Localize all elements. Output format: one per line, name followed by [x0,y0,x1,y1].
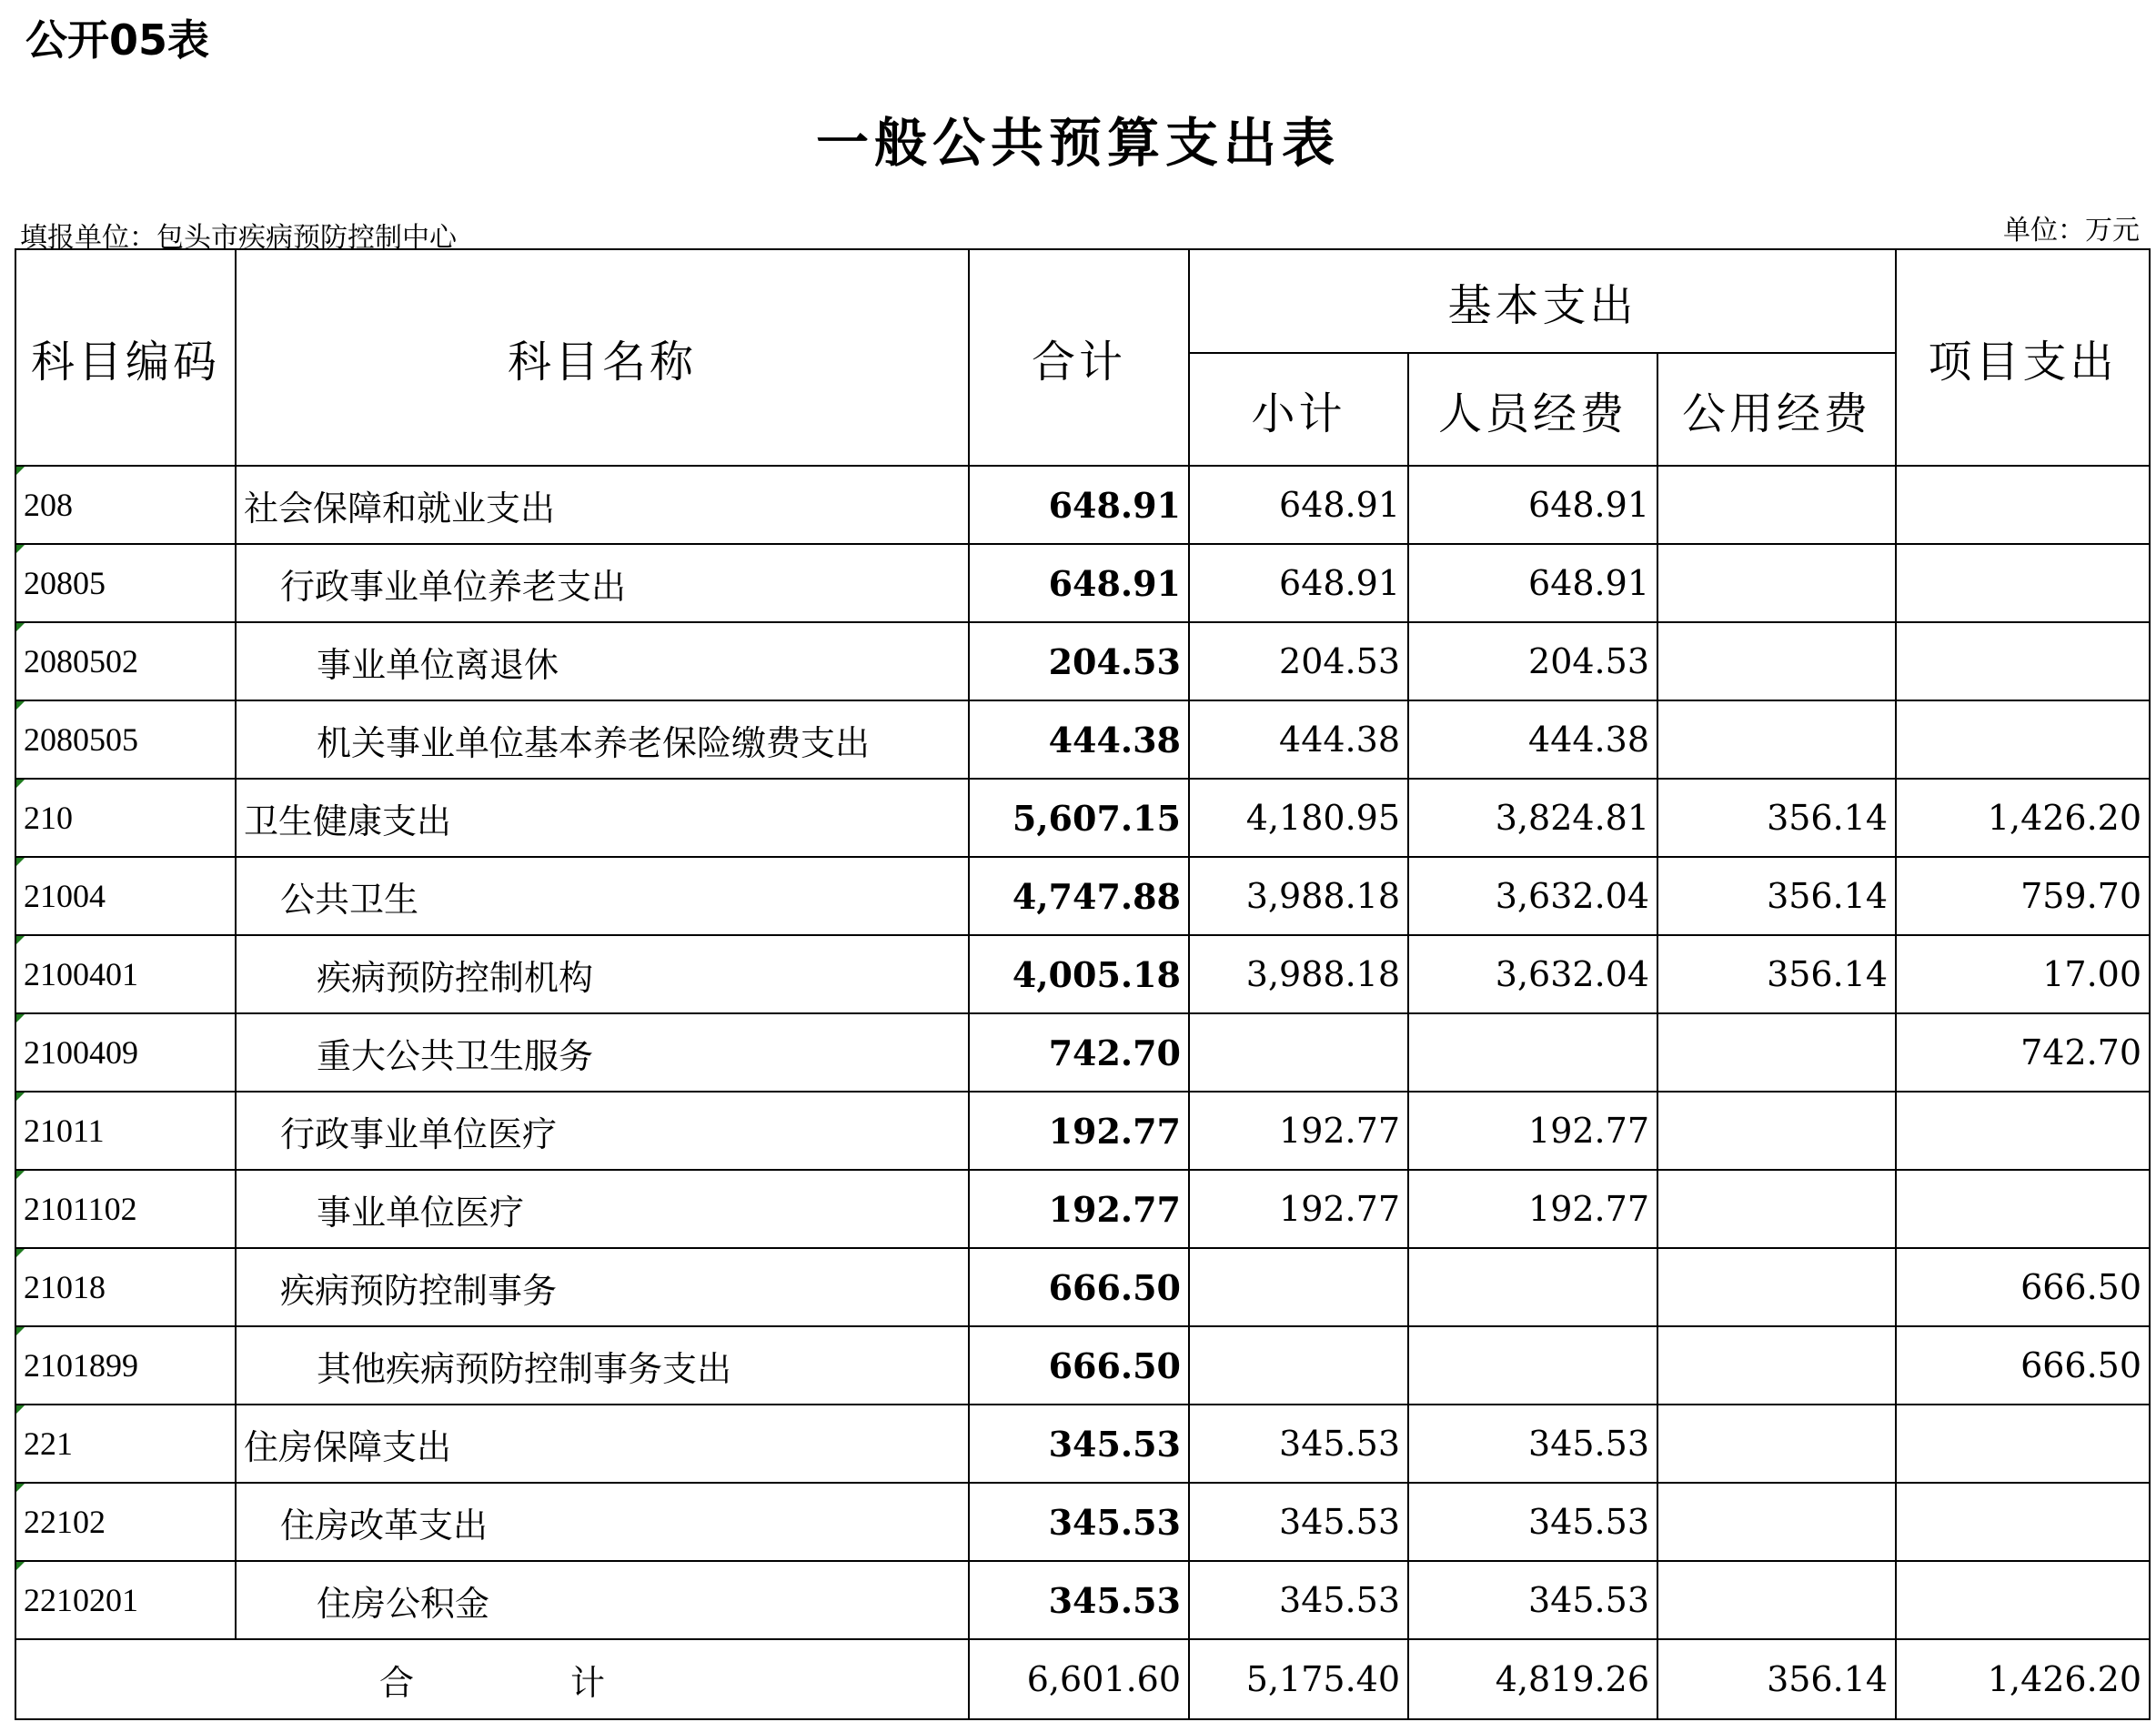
row-code [15,1483,236,1561]
cell-marker-icon [16,1327,25,1335]
header-code: 科目编码 [15,249,236,466]
row-code-text: 2080505 [24,721,138,758]
row-total: 444.38 [969,700,1189,779]
row-subtotal: 192.77 [1189,1170,1408,1248]
row-project [1896,700,2150,779]
row-project: 742.70 [1896,1013,2150,1092]
row-code-text: 20805 [24,565,106,601]
row-public [1657,700,1896,779]
row-name: 其他疾病预防控制事务支出 [236,1326,969,1405]
row-project [1896,622,2150,700]
row-public [1657,1326,1896,1405]
header-total: 合计 [969,249,1189,466]
row-name: 行政事业单位养老支出 [236,544,969,622]
row-code-text: 21018 [24,1269,106,1305]
row-personnel [1408,1013,1657,1092]
row-subtotal [1189,1013,1408,1092]
row-total: 4,005.18 [969,935,1189,1013]
total-row [15,1639,2150,1719]
row-subtotal: 192.77 [1189,1092,1408,1170]
header-public: 公用经费 [1657,353,1896,466]
cell-marker-icon [16,1171,25,1179]
row-code [15,1561,236,1639]
cell-marker-icon [16,545,25,553]
row-subtotal: 204.53 [1189,622,1408,700]
table-row [15,857,2150,935]
row-code-text: 2101899 [24,1347,138,1384]
row-public [1657,1248,1896,1326]
row-code [15,544,236,622]
header-basic: 基本支出 [1189,249,1896,353]
row-subtotal: 345.53 [1189,1561,1408,1639]
row-personnel: 648.91 [1408,466,1657,544]
header-subtotal: 小计 [1189,353,1408,466]
row-public [1657,1405,1896,1483]
table-row [15,779,2150,857]
table-row [15,1483,2150,1561]
total-project: 1,426.20 [1896,1639,2150,1719]
cell-marker-icon [16,467,25,475]
row-name: 重大公共卫生服务 [236,1013,969,1092]
row-personnel: 444.38 [1408,700,1657,779]
row-total: 345.53 [969,1561,1189,1639]
row-code-text: 221 [24,1425,73,1462]
total-label: 合 计 [15,1639,969,1719]
table-header [15,249,2150,466]
table-row [15,1092,2150,1170]
row-total: 666.50 [969,1248,1189,1326]
table-row [15,700,2150,779]
cell-marker-icon [16,623,25,631]
cell-marker-icon [16,1093,25,1101]
row-subtotal: 3,988.18 [1189,857,1408,935]
row-subtotal [1189,1248,1408,1326]
row-personnel [1408,1326,1657,1405]
row-total: 192.77 [969,1170,1189,1248]
row-public [1657,1013,1896,1092]
row-code [15,622,236,700]
row-code [15,1170,236,1248]
row-public [1657,622,1896,700]
row-code [15,779,236,857]
row-total: 666.50 [969,1326,1189,1405]
table-row [15,1326,2150,1405]
row-personnel: 3,824.81 [1408,779,1657,857]
row-project: 666.50 [1896,1326,2150,1405]
total-personnel: 4,819.26 [1408,1639,1657,1719]
row-name: 疾病预防控制机构 [236,935,969,1013]
row-code [15,1013,236,1092]
header-project: 项目支出 [1896,249,2150,466]
row-project [1896,1170,2150,1248]
row-subtotal: 4,180.95 [1189,779,1408,857]
row-total: 742.70 [969,1013,1189,1092]
row-project: 666.50 [1896,1248,2150,1326]
row-name: 卫生健康支出 [236,779,969,857]
row-public [1657,544,1896,622]
row-personnel: 345.53 [1408,1405,1657,1483]
row-code-text: 21004 [24,878,106,914]
row-subtotal: 345.53 [1189,1405,1408,1483]
row-total: 648.91 [969,544,1189,622]
row-total: 345.53 [969,1405,1189,1483]
row-project: 759.70 [1896,857,2150,935]
row-name: 住房改革支出 [236,1483,969,1561]
cell-marker-icon [16,858,25,866]
row-subtotal: 444.38 [1189,700,1408,779]
row-public: 356.14 [1657,779,1896,857]
row-project [1896,466,2150,544]
row-total: 192.77 [969,1092,1189,1170]
row-project: 17.00 [1896,935,2150,1013]
row-code-text: 208 [24,487,73,523]
cell-marker-icon [16,1484,25,1492]
cell-marker-icon [16,701,25,710]
row-code-text: 21011 [24,1113,105,1149]
row-name: 社会保障和就业支出 [236,466,969,544]
row-code-text: 2100409 [24,1034,138,1071]
row-personnel: 345.53 [1408,1561,1657,1639]
row-name: 机关事业单位基本养老保险缴费支出 [236,700,969,779]
cell-marker-icon [16,1562,25,1570]
row-subtotal: 345.53 [1189,1483,1408,1561]
table-row [15,1561,2150,1639]
row-subtotal: 3,988.18 [1189,935,1408,1013]
row-project [1896,1405,2150,1483]
row-name: 事业单位医疗 [236,1170,969,1248]
table-row [15,622,2150,700]
row-personnel: 345.53 [1408,1483,1657,1561]
row-public [1657,1170,1896,1248]
page-title: 一般公共预算支出表 [815,112,1340,174]
row-personnel: 192.77 [1408,1092,1657,1170]
row-personnel: 3,632.04 [1408,935,1657,1013]
cell-marker-icon [16,1014,25,1022]
row-code [15,466,236,544]
row-public [1657,1092,1896,1170]
row-code-text: 22102 [24,1504,106,1540]
row-code [15,857,236,935]
row-personnel: 204.53 [1408,622,1657,700]
document-code: 公开05表 [25,15,210,65]
row-personnel: 648.91 [1408,544,1657,622]
cell-marker-icon [16,1405,25,1414]
row-name: 事业单位离退休 [236,622,969,700]
row-code-text: 2080502 [24,643,138,680]
row-total: 204.53 [969,622,1189,700]
row-subtotal: 648.91 [1189,466,1408,544]
row-code-text: 2210201 [24,1582,138,1618]
row-total: 648.91 [969,466,1189,544]
table-row [15,1170,2150,1248]
row-code [15,1405,236,1483]
row-total: 4,747.88 [969,857,1189,935]
cell-marker-icon [16,780,25,788]
row-personnel: 3,632.04 [1408,857,1657,935]
cell-marker-icon [16,1249,25,1257]
table-row [15,544,2150,622]
currency-unit: 单位：万元 [2003,215,2140,247]
row-public [1657,1561,1896,1639]
row-personnel: 192.77 [1408,1170,1657,1248]
row-project [1896,1092,2150,1170]
total-subtotal: 5,175.40 [1189,1639,1408,1719]
table-row [15,1013,2150,1092]
row-project [1896,544,2150,622]
reporting-unit: 填报单位：包头市疾病预防控制中心 [20,222,457,254]
row-name: 疾病预防控制事务 [236,1248,969,1326]
row-project [1896,1561,2150,1639]
row-total: 345.53 [969,1483,1189,1561]
row-name: 住房公积金 [236,1561,969,1639]
row-project: 1,426.20 [1896,779,2150,857]
header-personnel: 人员经费 [1408,353,1657,466]
total-total: 6,601.60 [969,1639,1189,1719]
row-total: 5,607.15 [969,779,1189,857]
row-public [1657,466,1896,544]
row-code-text: 2101102 [24,1191,137,1227]
row-subtotal: 648.91 [1189,544,1408,622]
row-code [15,1248,236,1326]
total-public: 356.14 [1657,1639,1896,1719]
budget-table [15,248,2151,1720]
row-public: 356.14 [1657,857,1896,935]
row-code-text: 210 [24,800,73,836]
row-code [15,1092,236,1170]
table-row [15,466,2150,544]
row-personnel [1408,1248,1657,1326]
row-public [1657,1483,1896,1561]
cell-marker-icon [16,936,25,944]
row-code [15,935,236,1013]
row-project [1896,1483,2150,1561]
row-code [15,1326,236,1405]
table-row [15,1405,2150,1483]
row-name: 住房保障支出 [236,1405,969,1483]
row-code [15,700,236,779]
table-body [15,466,2150,1639]
row-code-text: 2100401 [24,956,138,992]
row-name: 行政事业单位医疗 [236,1092,969,1170]
row-subtotal [1189,1326,1408,1405]
table-row [15,935,2150,1013]
row-name: 公共卫生 [236,857,969,935]
table-row [15,1248,2150,1326]
row-public: 356.14 [1657,935,1896,1013]
header-name: 科目名称 [236,249,969,466]
